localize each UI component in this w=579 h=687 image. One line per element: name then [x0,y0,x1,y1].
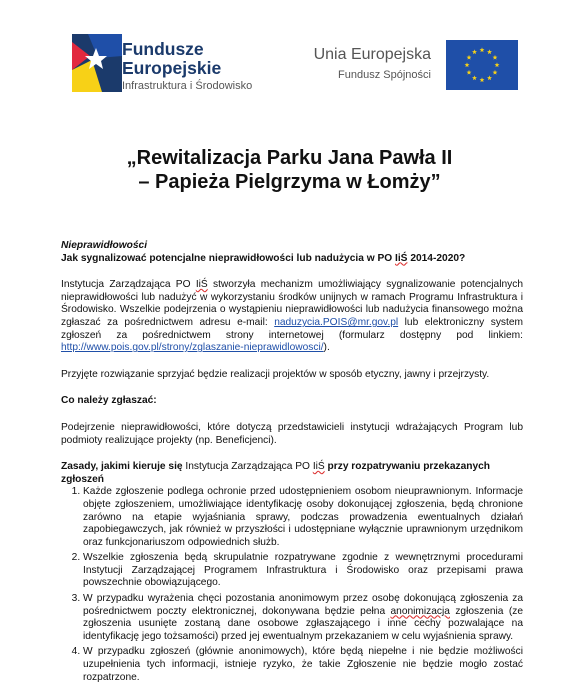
report-url-link[interactable]: http://www.pois.gov.pl/strony/zglaszanie-nieprawidlowosci/ [61,342,324,354]
rules-list-item: 4. W przypadku zgłoszeń (głównie anonimowych), które będą niepełne i nie będzie możliwości uzupełnienia tych informacji, istnieje ryzyko, że takie Zgłoszenie nie będzie mogło zostać rozpatrzone. [83,646,523,684]
section-question [61,253,523,266]
rules-list-item [83,593,523,643]
fe-name-line2: Europejskie [122,58,222,78]
ethics-paragraph: Przyjęte rozwiązanie sprzyjać będzie realizacji projektów w sposób etyczny, jawny i przejrzysty. [61,368,490,380]
rule3-text-a: W przypadku wyrażenia chęci pozostania anonimowym przez osobę dokonującą zgłoszenia za pośrednictwem poczty elektronicznej, dokonywana będzie pełna [83,593,523,617]
intro-text-a: Instytucja Zarządzająca PO [61,279,196,291]
intro-text-e: ). [323,342,330,354]
rules-list-item: 2. Wszelkie zgłoszenia będą skrupulatnie rozpatrywane zgodnie z wewnętrznymi procedurami Instytucji Zarządzającej Programem Infrastruktura i Środowisko oraz przepisami prawa powszechnie obowiązującego. [83,552,523,590]
rules-heading-b: Instytucja Zarządzająca PO [182,461,313,473]
question-tail: 2014-2020? [407,252,466,264]
ue-logo-text [301,46,431,81]
rules-heading-d: przy rozpatrywaniu przekazanych zgłoszeń [61,461,491,485]
eu-flag-icon [446,40,518,90]
intro-paragraph [61,279,523,355]
title-line1: „Rewitalizacja Parku Jana Pawła II [126,147,453,169]
what-to-report-paragraph: Podejrzenie nieprawidłowości, które dotyczą przedstawicieli instytucji wdrażających Program lub podmioty realizujące projekty (np. Beneficjenci). [61,421,523,446]
question-abbrev: IiŚ [395,252,408,264]
fe-name-line1: Fundusze [122,39,204,59]
what-to-report-heading: Co należy zgłaszać: [61,395,157,407]
fe-star-logo-icon [72,34,122,92]
rules-heading-a: Zasady, jakimi kieruje się [61,461,183,473]
report-email-link[interactable]: naduzycia.POIS@mr.gov.pl [274,316,399,328]
page-title [0,146,579,194]
rule3-text-c: zgłoszenia (ze zgłoszenia usunięte zostaną dane osobowe zgłaszającego i inne cechy pozwalające na identyfikację jego tożsamości) przed jej ewentualnym przekazaniem w celu wyjaśnienia sprawy. [83,605,523,642]
fe-subtitle: Infrastruktura i Środowisko [122,80,253,92]
rules-list [61,486,523,684]
rules-heading-abbrev: IiŚ [312,461,325,473]
fe-logo-text [122,40,252,92]
rule3-text-b: anonimizacja [390,605,450,617]
question-text: Jak sygnalizować potencjalne nieprawidłowości lub nadużycia w PO [61,252,396,264]
title-line2: – Papieża Pielgrzyma w Łomży” [138,171,441,193]
document-body [61,240,523,687]
intro-text-d: lub elektroniczny system zgłoszeń za pośrednictwem strony internetowej (formularz dostępny pod linkiem: [61,316,523,341]
intro-text-c: stworzyła mechanizm umożliwiający sygnalizowanie potencjalnych nieprawidłowości lub nadużyć w wykorzystaniu środków unijnych w ramach Programu Infrastruktura i Środowisko. Wszelkie podejrzenia o wystąpieniu nieprawidłowości lub nadużycia finansowego można zgłaszać za pośrednictwem adresu e-mail: [61,279,523,328]
page-header [0,0,579,110]
section-heading: Nieprawidłowości [61,240,148,251]
rules-heading [61,461,523,486]
ue-name: Unia Europejska [313,46,431,63]
intro-abbrev: IiŚ [195,279,208,291]
rules-list-item: 1. Każde zgłoszenie podlega ochronie przed udostępnieniem osobom nieuprawnionym. Informacje objęte zgłoszeniem, umożliwiające identyfikację osoby dokonującej zgłoszenia, będą chronione zarówno na etapie wyjaśniania sprawy, podczas prowadzenia ewentualnych działań zapobiegawczych, jak również w przyszłości i udostępniane wyłącznie uprawnionym urzędnikom oraz funkcjonariuszom odpowiednich służb. [83,486,523,549]
ue-subtitle: Fundusz Spójności [338,69,431,81]
